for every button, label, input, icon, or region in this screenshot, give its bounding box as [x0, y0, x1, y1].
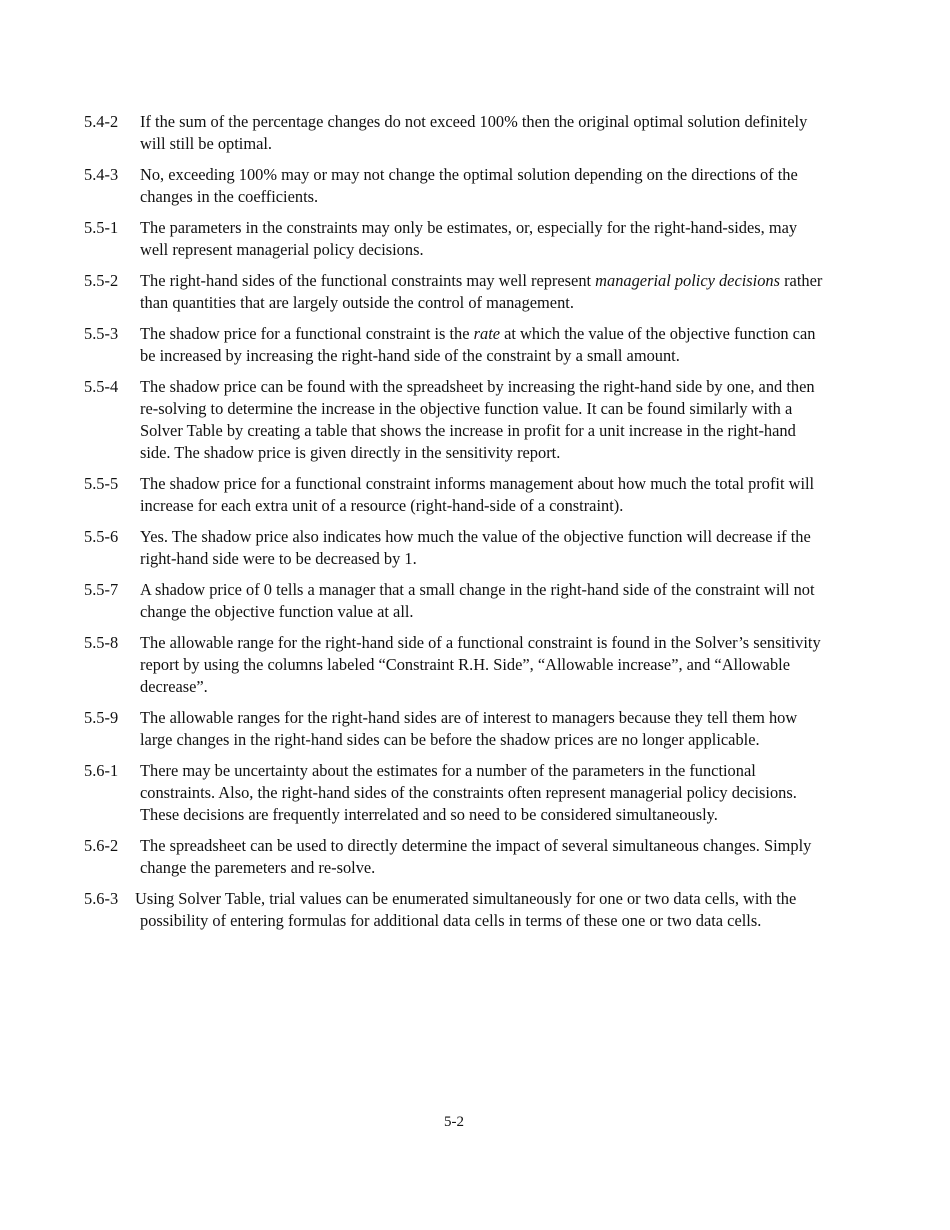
- answer-item: [84, 888, 829, 932]
- answer-number: 5.6-2: [84, 836, 119, 855]
- answer-text: The right-hand sides of the functional constraints may well represent managerial policy decisions rather than quantities that are largely outside the control of management.: [140, 271, 823, 312]
- answer-text: The shadow price for a functional constraint is the rate at which the value of the objective function can be increased by increasing the right-hand side of the constraint by a small amount.: [140, 324, 816, 365]
- answer-number: 5.5-3: [84, 324, 119, 343]
- answer-text: There may be uncertainty about the estimates for a number of the parameters in the functional constraints. Also, the right-hand sides of the constraints often represent managerial policy decisions. These decisions are frequently interrelated and so need to be considered simultaneously.: [140, 761, 797, 824]
- answer-text: The shadow price can be found with the spreadsheet by increasing the right-hand side by one, and then re-solving to determine the increase in the objective function value. It can be found similarly with a Solver Table by creating a table that shows the increase in profit for a unit increase in the right-hand side. The shadow price is given directly in the sensitivity report.: [140, 377, 815, 462]
- answer-item: [84, 111, 829, 155]
- answer-text: The allowable range for the right-hand side of a functional constraint is found in the Solver’s sensitivity report by using the columns labeled “Constraint R.H. Side”, “Allowable increase”, and “Allowable decrease”.: [140, 633, 821, 696]
- answer-number: 5.5-2: [84, 271, 119, 290]
- answer-text: No, exceeding 100% may or may not change the optimal solution depending on the directions of the changes in the coefficients.: [140, 165, 798, 206]
- answer-item: [84, 632, 829, 698]
- answer-number: 5.6-1: [84, 761, 119, 780]
- emphasis-text: rate: [473, 324, 501, 343]
- answer-number: 5.5-5: [84, 474, 119, 493]
- answer-number: 5.5-4: [84, 377, 119, 396]
- answer-text: A shadow price of 0 tells a manager that a small change in the right-hand side of the constraint will not change the objective function value at all.: [140, 580, 815, 621]
- answer-item: [84, 579, 829, 623]
- answer-number: 5.5-7: [84, 580, 119, 599]
- answer-number: 5.5-1: [84, 218, 119, 237]
- answer-item: [84, 707, 829, 751]
- answer-text: Yes. The shadow price also indicates how much the value of the objective function will decrease if the right-hand side were to be decreased by 1.: [140, 527, 811, 568]
- answer-item: [84, 760, 829, 826]
- answer-text: The allowable ranges for the right-hand sides are of interest to managers because they tell them how large changes in the right-hand sides can be before the shadow prices are no longer applicable.: [140, 708, 798, 749]
- answer-number: 5.5-9: [84, 708, 119, 727]
- answer-number: 5.5-6: [84, 527, 119, 546]
- answer-text: Using Solver Table, trial values can be enumerated simultaneously for one or two data cells, with the possibility of entering formulas for additional data cells in terms of these one or two data cells.: [135, 889, 797, 930]
- answer-number: 5.5-8: [84, 633, 119, 652]
- answer-item: [84, 323, 829, 367]
- answer-item: [84, 217, 829, 261]
- answer-number: 5.4-2: [84, 112, 119, 131]
- answer-number: 5.4-3: [84, 165, 119, 184]
- answer-text: The parameters in the constraints may only be estimates, or, especially for the right-hand-sides, may well represent managerial policy decisions.: [140, 218, 798, 259]
- answer-item: [84, 473, 829, 517]
- answer-item: [84, 835, 829, 879]
- answer-item: [84, 270, 829, 314]
- answer-text: The shadow price for a functional constraint informs management about how much the total profit will increase for each extra unit of a resource (right-hand-side of a constraint).: [140, 474, 815, 515]
- answer-item: [84, 376, 829, 464]
- answer-text: If the sum of the percentage changes do not exceed 100% then the original optimal solution definitely will still be optimal.: [140, 112, 808, 153]
- emphasis-text: managerial policy decisions: [595, 271, 780, 290]
- answer-list: [84, 111, 829, 941]
- answer-number: 5.6-3: [84, 889, 119, 908]
- page-number: 5-2: [444, 1114, 464, 1130]
- answer-item: [84, 526, 829, 570]
- answer-item: [84, 164, 829, 208]
- answer-text: The spreadsheet can be used to directly determine the impact of several simultaneous changes. Simply change the paremeters and re-solve.: [140, 836, 812, 877]
